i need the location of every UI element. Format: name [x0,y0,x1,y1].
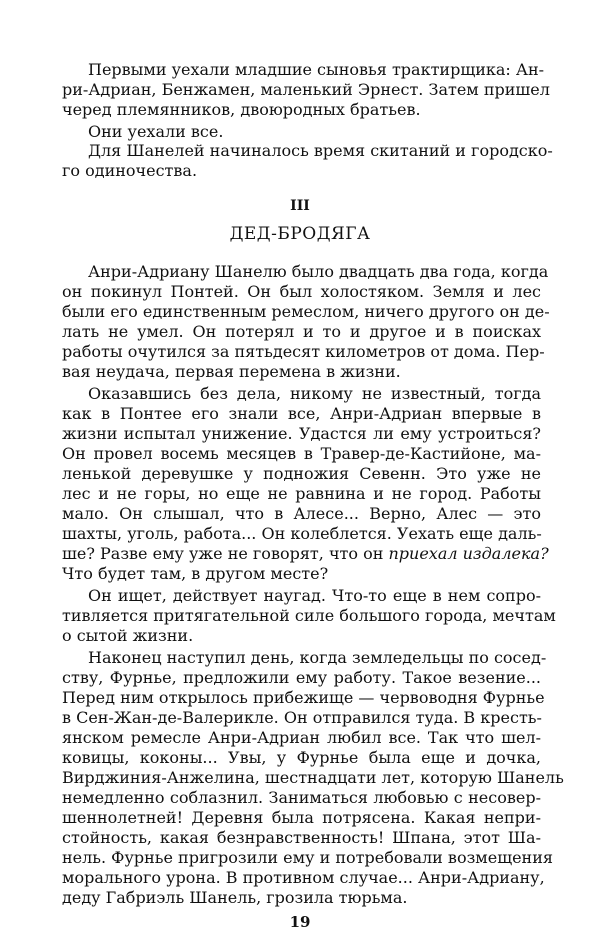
text-line: черед племянников, двоюродных братьев. [62,100,421,119]
text-line: стойность, какая безнравственность! Шпана, этот Ша- [62,828,541,847]
text-line: Он ищет, действует наугад. Что-то еще в нем сопро- [88,586,541,605]
text-line: Что будет там, в другом месте? [62,564,329,583]
section-number: III [290,198,310,214]
text-line: были его единственным ремеслом, ничего другого он де- [62,302,550,321]
text-line: янском ремесле Анри-Адриан любил все. Так что шел- [62,728,541,747]
text-line: ству, Фурнье, предложили ему работу. Такое везение... [62,668,541,687]
text-line: Они уехали все. [88,122,224,141]
text-line: Анри-Адриану Шанелю было двадцать два года, когда [88,262,549,281]
text-line: он покинул Понтей. Он был холостяком. Земля и лес [62,282,541,301]
text-line: тивляется притягательной силе большого города, мечтам [62,606,556,625]
text-line: ри-Адриан, Бенжамен, маленький Эрнест. Затем пришел [62,80,550,99]
text-line: деду Габриэль Шанель, грозила тюрьма. [62,888,408,907]
text-line: шеннолетней! Деревня была потрясена. Какая непри- [62,808,541,827]
text-segment: ше? Разве ему уже не говорят, что он [62,544,389,563]
text-line: шахты, уголь, работа... Он колеблется. Уехать еще даль- [62,524,542,543]
text-line: Наконец наступил день, когда земледельцы по сосед- [88,648,547,667]
text-line: как в Понтее его знали все, Анри-Адриан впервые в [62,404,541,423]
page-number: 19 [289,913,311,931]
text-line: морального урона. В противном случае... Анри-Адриану, [62,868,545,887]
text-line: Перед ним открылось прибежище — червоводня Фурнье [62,688,545,707]
text-line: Первыми уехали младшие сыновья трактирщика: Ан- [88,60,545,79]
text-line: о сытой жизни. [62,626,194,645]
text-line: в Сен-Жан-де-Валерикле. Он отправился туда. В кресть- [62,708,542,727]
text-line: Вирджиния-Анжелина, шестнадцати лет, которую Шанель [62,768,564,787]
text-line: мало. Он слышал, что в Алесе... Верно, Алес — это [62,504,541,523]
text-line: Он провел восемь месяцев в Травер-де-Кастийоне, ма- [62,444,541,463]
text-line: нель. Фурнье пригрозили ему и потребовали возмещения [62,848,553,867]
italic-phrase: приехал издалека? [388,544,549,563]
text-line: жизни испытал унижение. Удастся ли ему устроиться? [62,424,541,443]
text-line: Для Шанелей начиналось время скитаний и городско- [88,141,553,160]
text-line: работы очутился за пятьдесят километров от дома. Пер- [62,342,545,361]
text-line [62,544,549,564]
text-line: вая неудача, первая перемена в жизни. [62,362,401,381]
chapter-title: ДЕД-БРОДЯГА [229,224,371,244]
text-line: немедленно соблазнил. Заниматься любовью с несовер- [62,788,541,807]
text-line: лес и не горы, но еще не равнина и не город. Работы [62,484,541,503]
text-line: го одиночества. [62,161,198,180]
text-line: ленькой деревушке у подножия Севенн. Это уже не [62,464,541,483]
text-line: Оказавшись без дела, никому не известный, тогда [88,384,541,403]
text-line: лать не умел. Он потерял и то и другое и в поисках [62,322,541,341]
text-line: ковицы, коконы... Увы, у Фурнье была еще и дочка, [62,748,541,767]
